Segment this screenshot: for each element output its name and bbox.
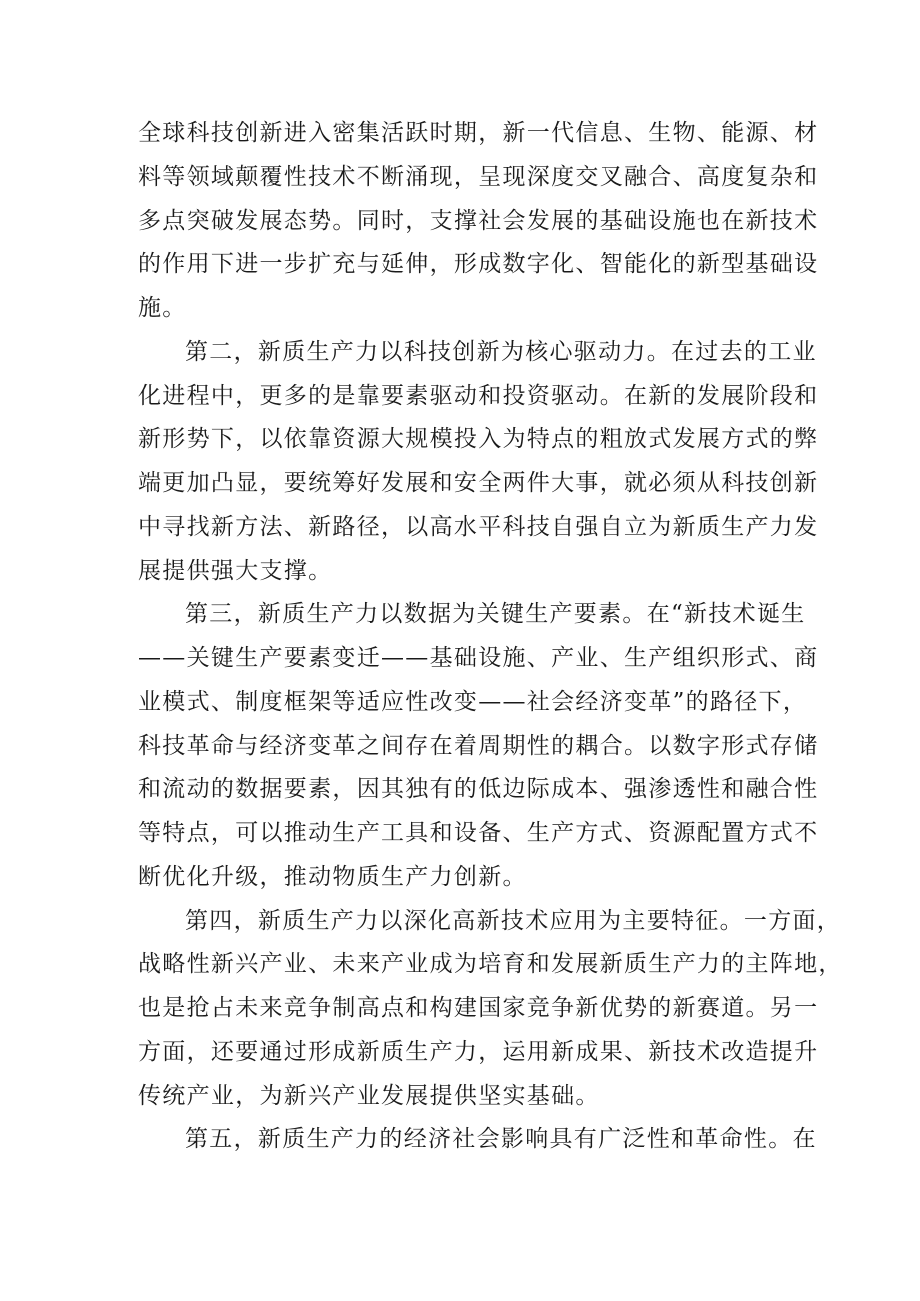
text-line: 多点突破发展态势。同时，支撑社会发展的基础设施也在新技术 bbox=[138, 207, 819, 234]
paragraph-first-line: 第五，新质生产力的经济社会影响具有广泛性和革命性。在 bbox=[185, 1126, 817, 1153]
body-text bbox=[138, 112, 843, 1162]
text-line: 全球科技创新进入密集活跃时期，新一代信息、生物、能源、材 bbox=[138, 120, 819, 146]
text-line: 战略性新兴产业、未来产业成为培育和发展新质生产力的主阵地， bbox=[138, 951, 843, 978]
text-line: 端更加凸显，要统筹好发展和安全两件大事，就必须从科技创新 bbox=[138, 470, 819, 496]
text-line: 新形势下，以依靠资源大规模投入为特点的粗放式发展方式的弊 bbox=[138, 426, 819, 453]
text-line: 中寻找新方法、新路径，以高水平科技自强自立为新质生产力发 bbox=[138, 513, 819, 540]
text-line: 等特点，可以推动生产工具和设备、生产方式、资源配置方式不 bbox=[138, 820, 819, 846]
text-line: 科技革命与经济变革之间存在着周期性的耦合。以数字形式存储 bbox=[138, 732, 819, 759]
text-line: 也是抢占未来竞争制高点和构建国家竞争新优势的新赛道。另一 bbox=[138, 995, 819, 1021]
text-line: 施。 bbox=[138, 295, 187, 321]
paragraph-first-line: 第三，新质生产力以数据为关键生产要素。在“新技术诞生 bbox=[185, 601, 806, 628]
paragraph-first-line: 第二，新质生产力以科技创新为核心驱动力。在过去的工业 bbox=[185, 338, 817, 365]
text-line: 展提供强大支撑。 bbox=[138, 557, 333, 584]
paragraph-first-line: 第四，新质生产力以深化高新技术应用为主要特征。一方面， bbox=[185, 907, 842, 934]
text-line: 化进程中，更多的是靠要素驱动和投资驱动。在新的发展阶段和 bbox=[138, 382, 819, 409]
text-line: 断优化升级，推动物质生产力创新。 bbox=[138, 863, 527, 890]
text-line: 的作用下进一步扩充与延伸，形成数字化、智能化的新型基础设 bbox=[138, 251, 819, 278]
text-line: 方面，还要通过形成新质生产力，运用新成果、新技术改造提升 bbox=[138, 1038, 819, 1065]
text-line: 和流动的数据要素，因其独有的低边际成本、强渗透性和融合性 bbox=[138, 776, 819, 803]
text-line: 传统产业，为新兴产业发展提供坚实基础。 bbox=[138, 1082, 600, 1109]
text-line: ——关键生产要素变迁——基础设施、产业、生产组织形式、商 bbox=[138, 645, 819, 671]
text-line: 料等领域颠覆性技术不断涌现，呈现深度交叉融合、高度复杂和 bbox=[138, 163, 819, 190]
text-line: 业模式、制度框架等适应性改变——社会经济变革”的路径下， bbox=[138, 688, 808, 715]
